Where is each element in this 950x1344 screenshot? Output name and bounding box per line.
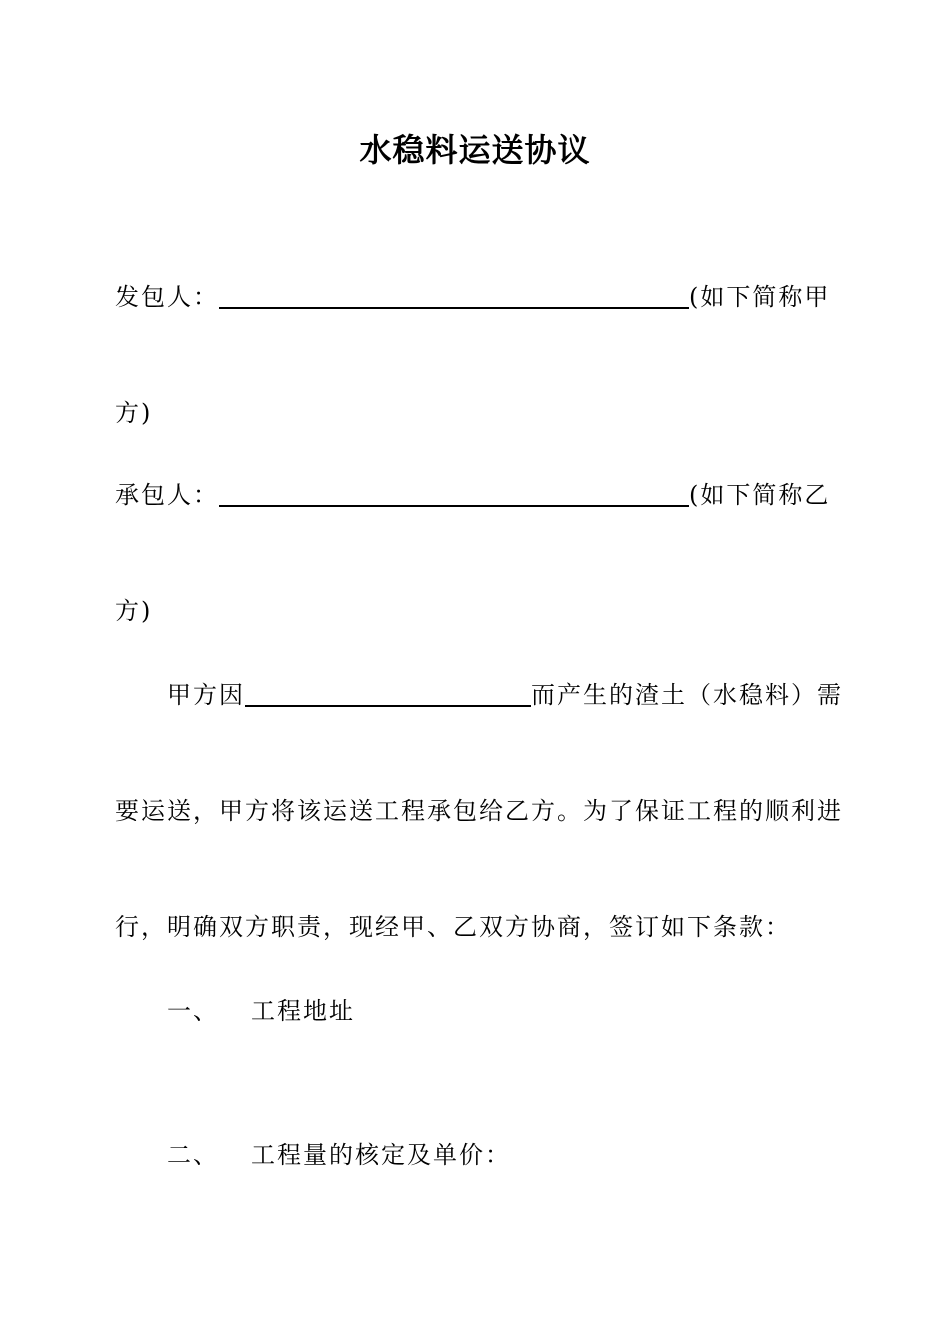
section-2-text: 工程量的核定及单价： — [251, 1141, 511, 1169]
contractor-label: 承包人： — [115, 481, 219, 509]
section-2 — [115, 1138, 897, 1172]
preamble-line-1 — [115, 678, 897, 712]
preamble-line-2: 要运送，甲方将该运送工程承包给乙方。为了保证工程的顺利进 — [115, 797, 843, 825]
document-title: 水稳料运送协议 — [359, 131, 591, 169]
section-1-text: 工程地址 — [251, 997, 355, 1025]
preamble-line-3: 行，明确双方职责，现经甲、乙双方协商，签订如下条款： — [115, 913, 791, 941]
project-blank[interactable] — [245, 679, 531, 707]
employer-suffix: (如下简称甲 — [689, 283, 831, 311]
section-1 — [115, 994, 897, 1028]
contractor-wrap-line — [115, 594, 845, 628]
employer-label: 发包人： — [115, 283, 219, 311]
employer-blank[interactable] — [219, 281, 689, 309]
contractor-line — [115, 478, 845, 512]
contractor-blank[interactable] — [219, 479, 689, 507]
section-1-number: 一、 — [167, 997, 219, 1025]
employer-wrap: 方) — [115, 399, 153, 427]
preamble-after-blank: 而产生的渣土（水稳料）需 — [531, 681, 843, 709]
preamble-start: 甲方因 — [167, 681, 245, 709]
employer-wrap-line — [115, 396, 845, 430]
employer-line — [115, 280, 845, 314]
section-2-number: 二、 — [167, 1141, 219, 1169]
contractor-wrap: 方) — [115, 597, 153, 625]
contractor-suffix: (如下简称乙 — [689, 481, 831, 509]
